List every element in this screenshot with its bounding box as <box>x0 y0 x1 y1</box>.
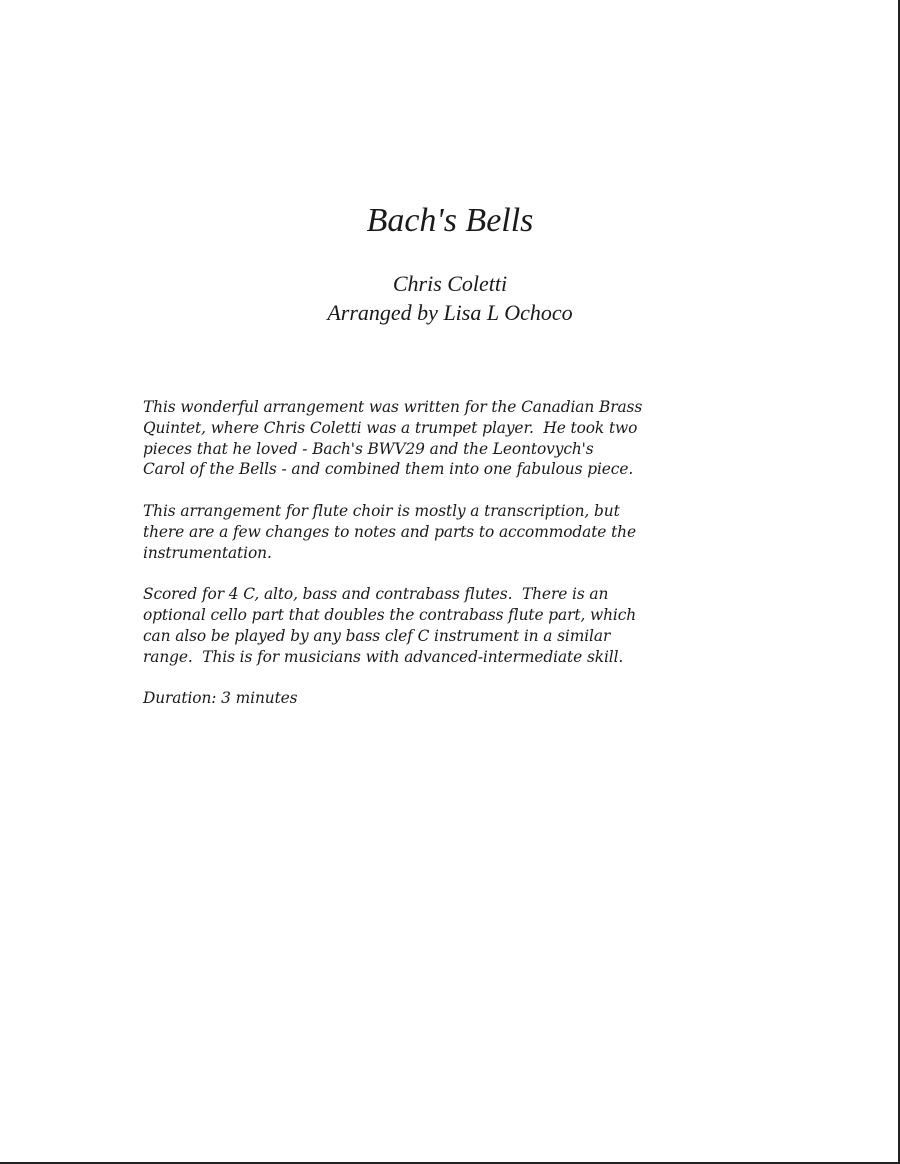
arranger-credit: Arranged by Lisa L Ochoco <box>327 300 573 325</box>
text-line: This wonderful arrangement was written for the Canadian Brass <box>143 398 643 416</box>
text-line: This arrangement for flute choir is mostly a transcription, but <box>143 501 620 520</box>
paragraph-scoring <box>143 584 723 667</box>
credits-block <box>0 269 900 327</box>
text-line: Carol of the Bells - and combined them into one fabulous piece. <box>143 460 634 479</box>
page-title: Bach's Bells <box>366 202 534 239</box>
composer-name: Chris Coletti <box>392 271 508 296</box>
text-line: Quintet, where Chris Coletti was a trumpet player. He took two <box>143 418 638 437</box>
text-line: Scored for 4 C, alto, bass and contrabass flutes. There is an <box>143 585 609 604</box>
text-line: instrumentation. <box>143 543 272 562</box>
text-line: there are a few changes to notes and parts to accommodate the <box>143 522 636 541</box>
paragraph-arrangement <box>143 501 723 563</box>
duration-text: Duration: 3 minutes <box>143 689 298 708</box>
text-line: can also be played by any bass clef C instrument in a similar <box>143 626 611 645</box>
text-line: range. This is for musicians with advanced-intermediate skill. <box>143 647 624 666</box>
text-line: pieces that he loved - Bach's BWV29 and the Leontovych's <box>143 439 594 458</box>
text-line: optional cello part that doubles the contrabass flute part, which <box>143 605 637 624</box>
description-body <box>143 397 723 730</box>
paragraph-duration <box>143 688 723 709</box>
paragraph-history <box>143 397 723 480</box>
